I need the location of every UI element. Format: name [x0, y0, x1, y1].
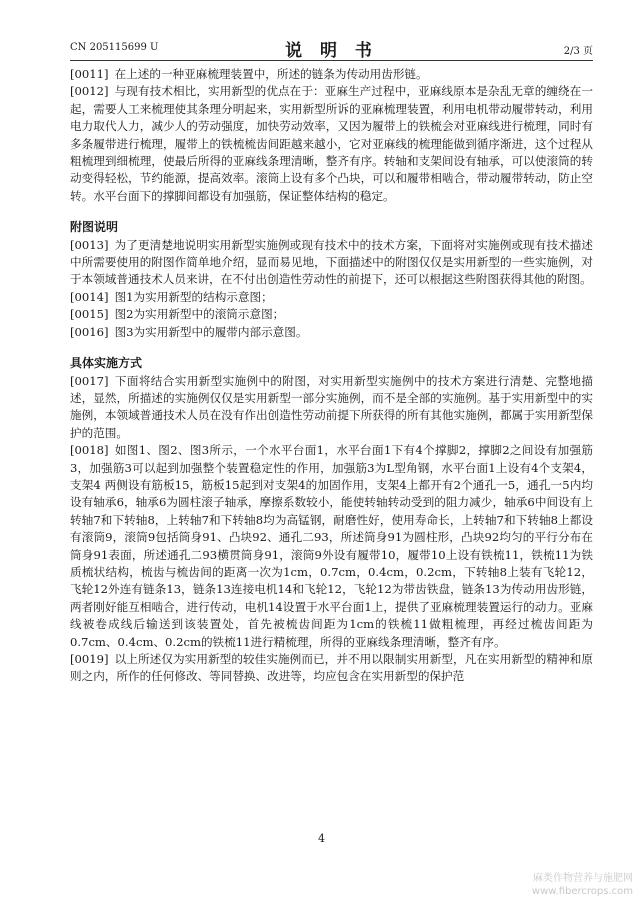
paragraph-text: 下面将结合实用新型实施例中的附图，对实用新型实施例中的技术方案进行清楚、完整地描述，显然，所描述的实施例仅仅是实用新型一部分实施例，而不是全部的实施例。基于实用新型中的实施例，本领域普通技术人员在没有作出创造性劳动前提下所获得的所有其他实施例，都属于实用新型保护的范围。	[70, 373, 593, 440]
paragraph-id: [0017]	[70, 373, 109, 388]
watermark-site-name: 麻类作物营养与施肥网	[533, 873, 633, 884]
document-title: 说 明 书	[285, 41, 378, 61]
paragraph-0017	[70, 373, 593, 443]
paragraph-text: 与现有技术相比，实用新型的优点在于：亚麻生产过程中，亚麻线原本是杂乱无章的缠绕在一起，需要人工来梳理使其条理分明起来，实用新型所诉的亚麻梳理装置，利用电机带动履带转动，利用电力取代人力，减少人的劳动强度，加快劳动效率，又因为履带上的铁梳会对亚麻线进行梳理，同时有多条履带进行梳理，履带上的铁梳梳齿间距越来越小，它对亚麻线的梳理能做到循序渐进，这个过程从粗梳理到细梳理，使最后所得的亚麻线条理清晰，整齐有序。转轴和支架间设有轴承，可以使滚筒的转动变得轻松，节约能源，提高效率。滚筒上设有多个凸块，可以和履带相啮合，带动履带转动，防止空转。水平台面下的撑脚间都设有加强筋，保证整体结构的稳定。	[70, 84, 593, 203]
section-title-figures: 附图说明	[70, 220, 119, 235]
section-title-embodiment: 具体实施方式	[70, 356, 143, 371]
paragraph-text: 图2为实用新型中的滚筒示意图；	[114, 307, 285, 322]
watermark	[532, 872, 633, 898]
paragraph-id: [0013]	[70, 237, 109, 252]
paragraph-id: [0016]	[70, 324, 109, 339]
paragraph-0012	[70, 83, 593, 205]
paragraph-id: [0011]	[70, 67, 109, 81]
document-body	[70, 66, 593, 686]
paragraph-0014	[70, 289, 593, 306]
paragraph-text: 如图1、图2、图3所示，一个水平台面1，水平台面1下有4个撑脚2，撑脚2之间设有加强筋3，加强筋3可以起到加强整个装置稳定性的作用，加强筋3为L型角钢，水平台面1上设有4个支架4，支架4 两侧设有筋板15，筋板15起到对支架4的加固作用，支架4上都开有2个通孔一5，通孔一5内均设有轴承6，轴承6为圆柱滚子轴承，摩擦系数较小，能使转轴转动受到的阻力减少，轴承6中间设有上转轴7和下转轴8，上转轴7和下转轴8均为高锰钢，耐磨性好，使用寿命长，上转轴7和下转轴8上都设有滚筒9，滚筒9包括筒身91、凸块92、通孔二93，所述筒身91为圆柱形，凸块92均匀的平行分布在筒身91表面，所述通孔二93横贯筒身91，滚筒9外设有履带10，履带10上设有铁梳11，铁梳11为铁质梳状结构，梳齿与梳齿间的距离一次为1cm，0.7cm，0.4cm，0.2cm，下转轴8上装有飞轮12，飞轮12外连有链条13，链条13连接电机14和飞轮12，飞轮12为带齿铁盘，链条13为传动用齿形链，两者刚好能互相啮合，进行传动，电机14设置于水平台面1上，提供了亚麻梳理装置运行的动力。亚麻线被卷成线后输送到该装置处，首先被梳齿间距为1cm的铁梳11做粗梳理，再经过梳齿间距为0.7cm、0.4cm、0.2cm的铁梳11进行精梳理，所得的亚麻线条理清晰，整齐有序。	[70, 443, 593, 649]
page-number: 4	[318, 832, 325, 845]
paragraph-text: 图3为实用新型中的履带内部示意图。	[114, 324, 308, 339]
paragraph-text: 在上述的一种亚麻梳理装置中，所述的链条为传动用齿形链。	[114, 67, 428, 81]
paragraph-0015	[70, 306, 593, 323]
paragraph-0011	[70, 66, 593, 83]
paragraph-0016	[70, 324, 593, 341]
paragraph-0018	[70, 442, 593, 651]
paragraph-text: 为了更清楚地说明实用新型实施例或现有技术中的技术方案，下面将对实施例或现有技术描述中所需要使用的附图作简单地介绍，显而易见地，下面描述中的附图仅仅是实用新型的一些实施例，对于本领域普通技术人员来讲，在不付出创造性劳动性的前提下，还可以根据这些附图获得其他的附图。	[70, 237, 593, 287]
paragraph-id: [0015]	[70, 307, 109, 322]
paragraph-id: [0012]	[70, 84, 109, 99]
paragraph-id: [0018]	[70, 443, 109, 458]
watermark-url: www.fibercrops.com	[531, 886, 633, 897]
paragraph-0019	[70, 651, 593, 686]
paragraph-text: 以上所述仅为实用新型的较佳实施例而已，并不用以限制实用新型，凡在实用新型的精神和原则之内，所作的任何修改、等同替换、改进等，均应包含在实用新型的保护范	[70, 652, 593, 684]
patent-number: CN 205115699 U	[70, 42, 159, 53]
page-header	[70, 36, 593, 61]
paragraph-0013	[70, 237, 593, 289]
paragraph-id: [0014]	[70, 289, 109, 304]
paragraph-text: 图1为实用新型的结构示意图；	[114, 289, 273, 304]
page-info: 2/3 页	[563, 46, 593, 57]
paragraph-id: [0019]	[70, 652, 109, 666]
